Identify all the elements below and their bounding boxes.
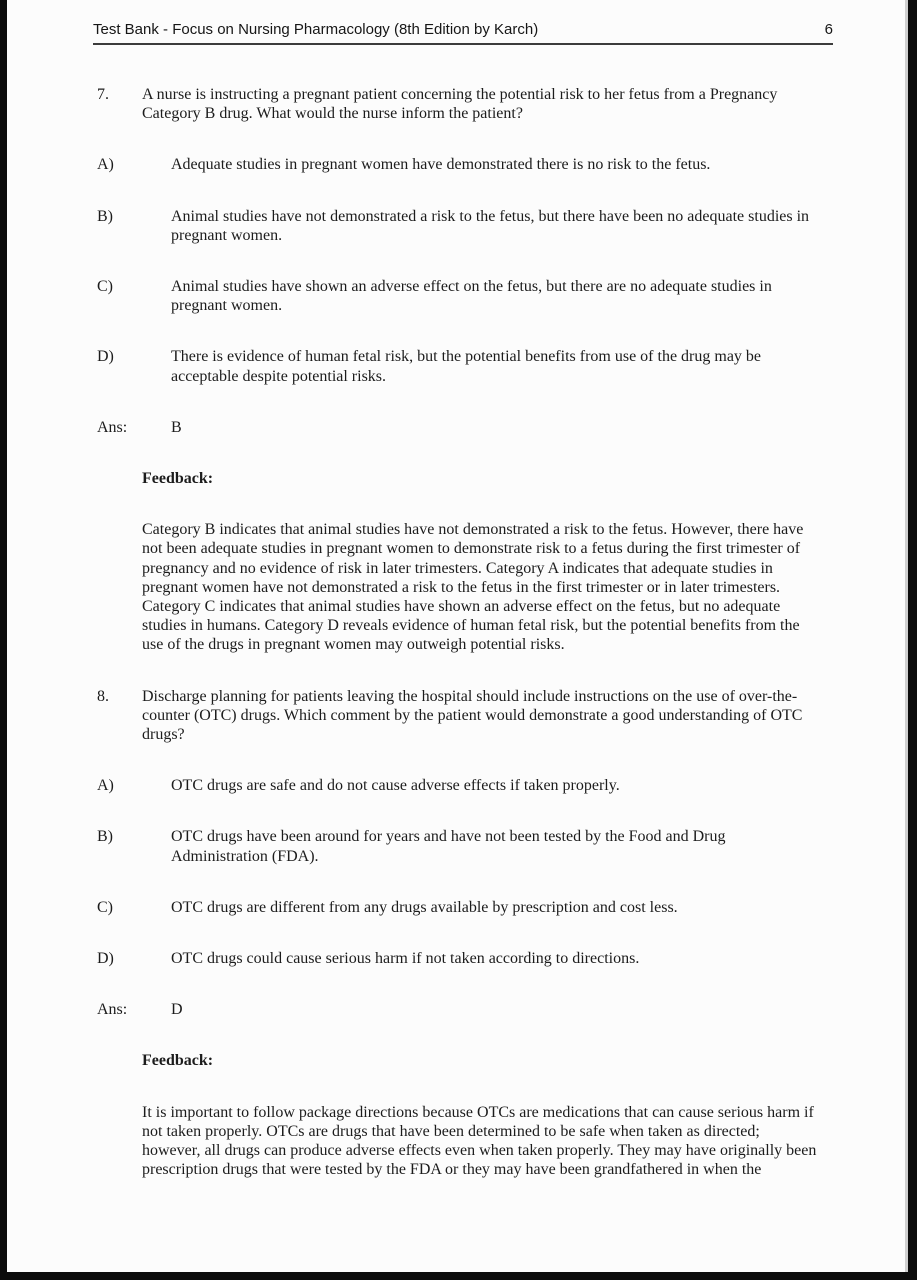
answer-label: Ans: <box>97 1001 128 1019</box>
question-8-option-a <box>97 776 820 795</box>
option-letter: B) <box>97 828 113 846</box>
question-8-feedback-label: Feedback: <box>142 1052 214 1070</box>
option-letter: D) <box>97 348 114 366</box>
option-text: OTC drugs have been around for years and have not been tested by the Food and Drug Administration (FDA). <box>171 828 726 865</box>
question-8-option-b <box>97 827 820 865</box>
question-8-option-c <box>97 898 820 917</box>
question-7-answer <box>97 418 820 437</box>
document-page <box>7 0 908 1272</box>
question-7-option-a <box>97 155 820 174</box>
page-header <box>93 21 833 45</box>
question-text: A nurse is instructing a pregnant patient concerning the potential risk to her fetus from a Pregnancy Category B drug. What would the nurse inform the patient? <box>142 86 778 123</box>
question-number: 7. <box>97 86 109 103</box>
question-7-option-d <box>97 347 820 385</box>
option-letter: A) <box>97 156 114 174</box>
question-8-answer <box>97 1000 820 1019</box>
question-number: 8. <box>97 687 109 705</box>
question-7-feedback-label: Feedback: <box>142 470 214 488</box>
option-text: OTC drugs are safe and do not cause adverse effects if taken properly. <box>171 777 620 795</box>
question-8-option-d <box>97 949 820 968</box>
option-text: Adequate studies in pregnant women have demonstrated there is no risk to the fetus. <box>171 156 711 174</box>
option-text: Animal studies have shown an adverse effect on the fetus, but there are no adequate studies in pregnant women. <box>171 278 772 315</box>
option-letter: C) <box>97 278 113 296</box>
answer-label: Ans: <box>97 418 128 436</box>
option-letter: D) <box>97 950 114 968</box>
header-title: Test Bank - Focus on Nursing Pharmacology (8th Edition by Karch) <box>93 21 539 38</box>
option-letter: B) <box>97 207 113 225</box>
option-letter: A) <box>97 777 114 795</box>
page-content <box>97 85 820 1212</box>
answer-value: D <box>171 1001 183 1019</box>
question-8-feedback-text: It is important to follow package directions because OTCs are medications that can cause serious harm if not taken properly. OTCs are drugs that have been determined to be safe when taken as directed; however, all drugs can produce adverse effects even when taken properly. They may have originally been prescription drugs that were tested by the FDA or they may have been grandfathered in when the <box>142 1103 817 1179</box>
option-letter: C) <box>97 898 113 916</box>
question-7 <box>97 85 820 123</box>
question-7-option-b <box>97 207 820 245</box>
question-7-option-c <box>97 277 820 315</box>
answer-value: B <box>171 418 182 436</box>
question-7-feedback-text: Category B indicates that animal studies have not demonstrated a risk to the fetus. However, there have not been adequate studies in pregnant women to demonstrate risk to a fetus during the first trimester of pregnancy and no evidence of risk in later trimesters. Category A indicates that adequate studies in pregnant women have not demonstrated a risk to the fetus in the first trimester or in later trimesters. Category C indicates that animal studies have shown an adverse effect on the fetus, but no adequate studies in humans. Category D reveals evidence of human fetal risk, but the potential benefits from the use of the drugs in pregnant women may outweigh potential risks. <box>142 521 804 654</box>
question-8 <box>97 687 820 745</box>
page-number: 6 <box>824 21 833 38</box>
option-text: Animal studies have not demonstrated a risk to the fetus, but there have been no adequate studies in pregnant women. <box>171 207 810 244</box>
question-text: Discharge planning for patients leaving the hospital should include instructions on the use of over-the-counter (OTC) drugs. Which comment by the patient would demonstrate a good understanding of OTC drugs? <box>142 687 803 744</box>
option-text: OTC drugs could cause serious harm if not taken according to directions. <box>171 950 640 968</box>
option-text: OTC drugs are different from any drugs available by prescription and cost less. <box>171 898 678 916</box>
option-text: There is evidence of human fetal risk, but the potential benefits from use of the drug may be acceptable despite potential risks. <box>171 348 762 385</box>
